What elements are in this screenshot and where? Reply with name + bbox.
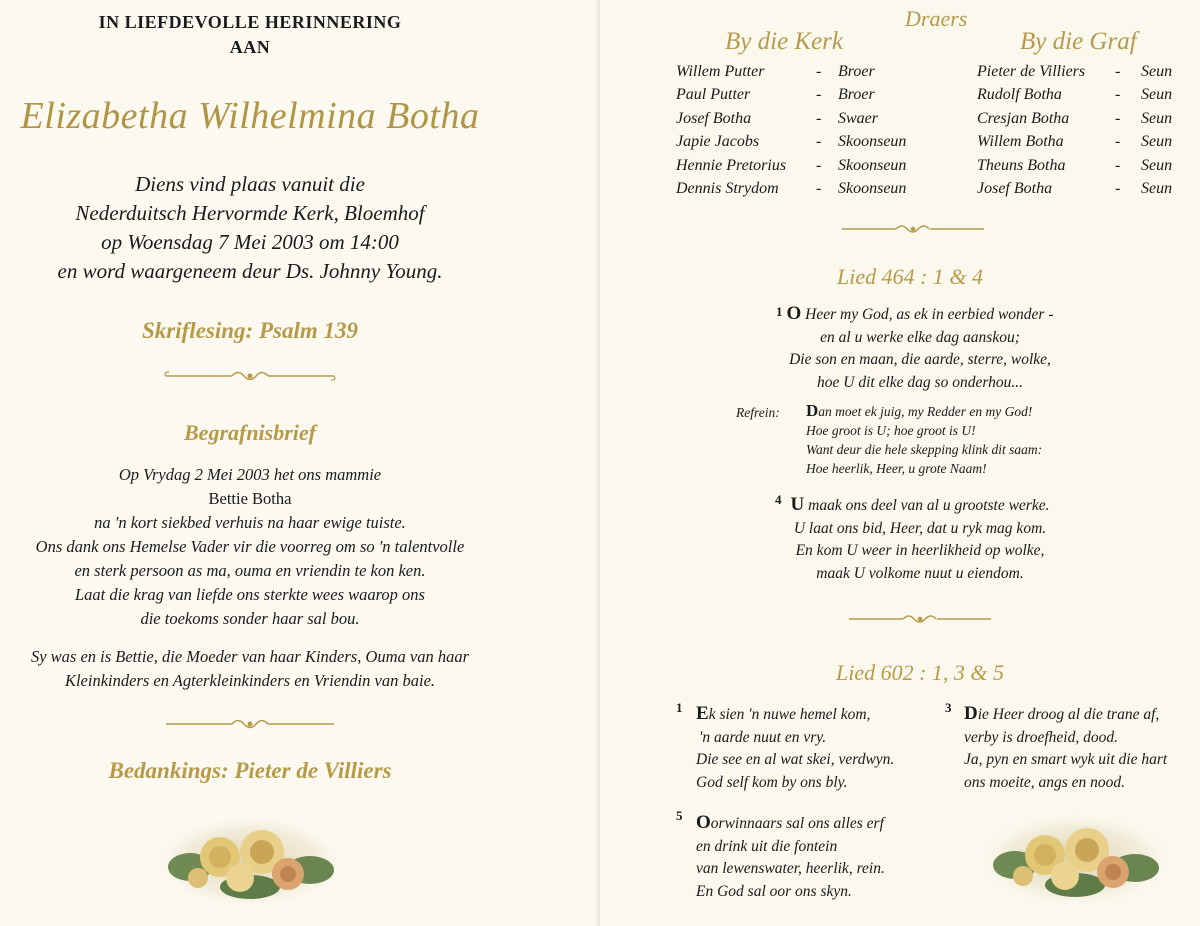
service-details (0, 170, 500, 286)
bearer-name: Willem Putter (676, 62, 765, 80)
verse-line: Want deur die hele skepping klink dit saam: (806, 442, 1043, 457)
verse-initial: U (790, 494, 805, 515)
verse-line: ons moeite, angs en nood. (964, 773, 1126, 791)
verse-line: van lewenswater, heerlik, rein. (696, 860, 885, 877)
hymn-602-verse-1 (696, 703, 894, 794)
bearer-relation: Skoonseun (838, 180, 907, 198)
service-line: Diens vind plaas vanuit die (135, 172, 365, 196)
bearer-relation: Seun (1141, 109, 1173, 127)
table-row (676, 107, 906, 131)
bearer-dash: - (1115, 86, 1121, 104)
verse-line: Ja, pyn en smart wyk uit die hart (964, 751, 1168, 768)
bearer-relation: Seun (1141, 133, 1173, 151)
yellow-roses-icon (975, 810, 1175, 910)
hymn-464-verse-4 (770, 494, 1070, 585)
bearer-relation: Seun (1141, 62, 1173, 80)
verse-line: 'n aarde nuut en vry. (699, 728, 827, 746)
bearer-name: Rudolf Botha (977, 86, 1062, 104)
verse-initial: E (696, 703, 709, 724)
header-line-1: IN LIEFDEVOLLE HERINNERING (98, 12, 402, 32)
bearer-name: Theuns Botha (977, 156, 1066, 174)
hymn-464-refrain (806, 401, 1042, 478)
hymn-602-title: Lied 602 : 1, 3 & 5 (835, 660, 1005, 685)
verse-initial: D (806, 401, 819, 420)
table-row (676, 178, 906, 202)
letter-line: Ons dank ons Hemelse Vader vir die voorreg om so 'n talentvolle (35, 537, 465, 556)
verse-line: maak U volkome nuut u eiendom. (816, 564, 1024, 582)
verse-line: Hoe groot is U; hoe groot is U! (806, 423, 976, 438)
bearer-dash: - (1115, 180, 1121, 198)
table-row (676, 84, 906, 108)
bearer-dash: - (816, 62, 822, 80)
verse-line (696, 703, 894, 727)
ornamental-scroll-divider-icon (162, 366, 338, 386)
hymn-602-verse-5 (696, 812, 885, 903)
tribute (0, 645, 500, 693)
deceased-name: Elizabetha Wilhelmina Botha (20, 95, 480, 137)
bearer-dash: - (816, 86, 822, 104)
letter-line: Bettie Botha (208, 489, 292, 508)
bearer-relation: Broer (838, 86, 875, 104)
verse-line: Die son en maan, die aarde, sterre, wolke, (789, 351, 1051, 368)
letter-line: Laat die krag van liefde ons sterkte wees waarop ons (75, 585, 425, 604)
letter-body (0, 463, 500, 631)
bearer-name: Dennis Strydom (676, 180, 779, 198)
header-line-2: AAN (229, 37, 271, 57)
tribute-line: Sy was en is Bettie, die Moeder van haar Kinders, Ouma van haar (30, 647, 470, 666)
bearer-relation: Seun (1141, 86, 1173, 104)
verse-initial: O (696, 812, 711, 833)
verse-initial: O (786, 303, 802, 324)
hymn-464-title: Lied 464 : 1 & 4 (836, 264, 984, 289)
verse-line: En God sal oor ons skyn. (696, 882, 852, 900)
verse-number: 5 (676, 808, 683, 823)
verse-line: en al u werke elke dag aanskou; (820, 328, 1020, 346)
letter-heading: Begrafnisbrief (184, 420, 316, 445)
table-row (676, 60, 906, 84)
verse-line (770, 303, 1070, 327)
bearer-dash: - (1115, 133, 1121, 151)
verse-line (964, 703, 1167, 727)
church-heading: By die Kerk (725, 28, 844, 55)
bearer-name: Pieter de Villiers (977, 62, 1086, 80)
bearer-dash: - (1115, 156, 1121, 174)
bearer-name: Japie Jacobs (676, 133, 760, 151)
table-row (676, 131, 906, 155)
verse-number: 3 (945, 700, 952, 715)
verse-line: en drink uit die fontein (696, 837, 838, 855)
grave-heading: By die Graf (1020, 28, 1137, 55)
service-line: Nederduitsch Hervormde Kerk, Bloemhof (75, 201, 425, 225)
verse-text: orwinnaars sal ons alles erf (710, 815, 884, 832)
verse-line (696, 812, 885, 836)
right-page (600, 0, 1200, 926)
bearer-dash: - (816, 133, 822, 151)
bearer-dash: - (816, 109, 822, 127)
yellow-roses-icon (150, 812, 350, 912)
verse-text: ie Heer droog al die trane af, (977, 706, 1160, 723)
letter-line: Op Vrydag 2 Mei 2003 het ons mammie (118, 465, 382, 484)
bearers-title: Draers (905, 6, 968, 31)
verse-number: 1 (776, 304, 783, 319)
tribute-line: Kleinkinders en Agterkleinkinders en Vriendin van baie. (64, 671, 436, 690)
table-row (977, 60, 1172, 84)
verse-line: En kom U weer in heerlikheid op wolke, (795, 542, 1045, 559)
hymn-464-verse-1 (770, 303, 1070, 394)
verse-line: God self kom by ons bly. (696, 773, 848, 791)
verse-number: 1 (676, 700, 683, 715)
bearer-relation: Broer (838, 62, 875, 80)
church-bearers-table (676, 60, 906, 201)
bearer-relation: Seun (1141, 180, 1173, 198)
verse-text: Heer my God, as ek in eerbied wonder - (801, 306, 1054, 323)
verse-text: maak ons deel van al u grootste werke. (804, 497, 1050, 514)
service-line: op Woensdag 7 Mei 2003 om 14:00 (101, 230, 399, 254)
table-row (977, 178, 1172, 202)
letter-line: die toekoms sonder haar sal bou. (140, 609, 360, 628)
verse-line: verby is droefheid, dood. (964, 728, 1118, 746)
ornamental-scroll-divider-icon (838, 220, 988, 238)
bearer-name: Hennie Pretorius (676, 156, 787, 174)
bearer-relation: Seun (1141, 156, 1173, 174)
bearer-name: Paul Putter (676, 86, 751, 104)
table-row (977, 154, 1172, 178)
bearer-dash: - (1115, 62, 1121, 80)
bearer-dash: - (816, 180, 822, 198)
hymn-602-verse-3 (964, 703, 1167, 794)
bearer-relation: Swaer (838, 109, 878, 127)
bearer-relation: Skoonseun (838, 156, 907, 174)
letter-line: en sterk persoon as ma, ouma en vriendin te kon ken. (74, 561, 426, 580)
scripture-reading: Skriflesing: Psalm 139 (142, 318, 358, 343)
ornamental-scroll-divider-icon (162, 714, 338, 734)
bearer-dash: - (1115, 109, 1121, 127)
bearer-name: Cresjan Botha (977, 109, 1070, 127)
bearer-name: Willem Botha (977, 133, 1064, 151)
verse-number: 4 (775, 492, 782, 507)
letter-line: na 'n kort siekbed verhuis na haar ewige tuiste. (94, 513, 406, 532)
verse-line: hoe U dit elke dag so onderhou... (817, 373, 1023, 391)
verse-line (806, 401, 1042, 421)
verse-line (770, 494, 1070, 518)
table-row (676, 154, 906, 178)
table-row (977, 84, 1172, 108)
acknowledgements: Bedankings: Pieter de Villiers (108, 758, 392, 783)
table-row (977, 107, 1172, 131)
verse-line: U laat ons bid, Heer, dat u ryk mag kom. (793, 519, 1047, 537)
grave-bearers-table (977, 60, 1172, 201)
bearer-dash: - (816, 156, 822, 174)
ornamental-scroll-divider-icon (845, 610, 995, 628)
table-row (977, 131, 1172, 155)
verse-text: an moet ek juig, my Redder en my God! (818, 404, 1033, 419)
verse-text: k sien 'n nuwe hemel kom, (708, 706, 871, 723)
verse-line: Die see en al wat skei, verdwyn. (696, 751, 895, 768)
service-line: en word waargeneem deur Ds. Johnny Young. (57, 259, 443, 283)
verse-line: Hoe heerlik, Heer, u grote Naam! (806, 461, 987, 476)
bearer-relation: Skoonseun (838, 133, 907, 151)
bearer-name: Josef Botha (977, 180, 1053, 198)
bearer-name: Josef Botha (676, 109, 752, 127)
verse-initial: D (964, 703, 978, 724)
refrain-label: Refrein: (736, 405, 780, 420)
